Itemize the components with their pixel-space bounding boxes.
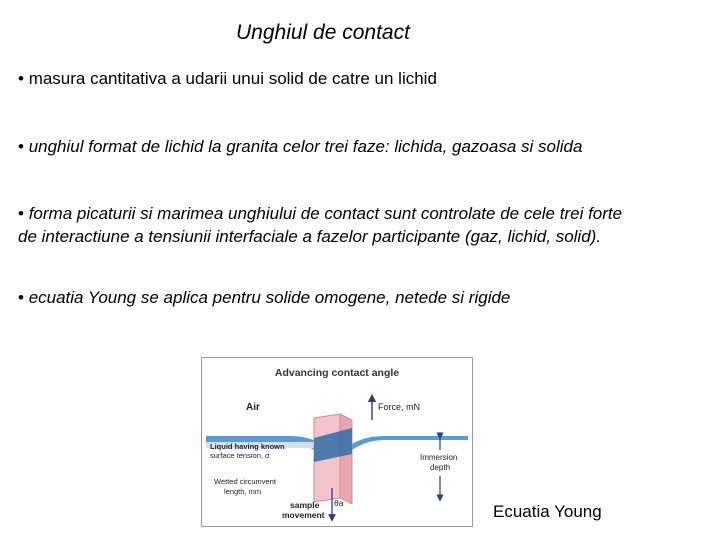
force-label: Force, mN — [378, 402, 421, 412]
bullet-1-text: masura cantitativa a udarii unui solid de catre un lichid — [28, 69, 437, 88]
bullet-marker: • — [18, 288, 24, 307]
bullet-4 — [18, 288, 510, 308]
figure-title: Advancing contact angle — [274, 367, 400, 379]
bullet-4-text: ecuatia Young se aplica pentru solide omogene, netede si rigide — [28, 288, 511, 307]
liquid-label-line2: surface tension, σ — [210, 451, 270, 460]
bullet-2-text: unghiul format de lichid la granita celor trei faze: lichida, gazoasa si solida — [28, 137, 583, 156]
bullet-marker: • — [18, 69, 24, 88]
bullet-marker: • — [18, 204, 24, 223]
bullet-3-text-line2: de interactiune a tensiunii interfaciale a fazelor participante (gaz, lichid, solid). — [18, 227, 602, 246]
wetted-label-line2: length, mm — [224, 487, 262, 496]
sample-movement-line1: sample — [290, 500, 320, 510]
wetted-label-line1: Wetted circumvent — [214, 477, 276, 486]
immersion-label-line1: Immersion — [420, 453, 458, 462]
contact-angle-symbol: θa — [334, 498, 344, 508]
bullet-1 — [18, 69, 437, 89]
contact-angle-diagram — [202, 358, 472, 526]
bullet-3 — [18, 202, 622, 248]
air-label: Air — [246, 402, 260, 413]
sample-movement-line2: movement — [282, 510, 325, 520]
bullet-2 — [18, 137, 582, 157]
slide-title: Unghiul de contact — [236, 21, 410, 44]
liquid-label-line1: Liquid having known — [210, 442, 285, 451]
bullet-marker: • — [18, 137, 24, 156]
contact-angle-figure — [201, 357, 473, 527]
bullet-3-text-line1: forma picaturii si marimea unghiului de contact sunt controlate de cele trei forte — [28, 204, 623, 223]
liquid-meniscus-right — [352, 436, 468, 450]
figure-caption: Ecuatia Young — [493, 502, 602, 521]
solid-plate-side — [340, 414, 352, 504]
immersion-label-line2: depth — [430, 463, 451, 472]
